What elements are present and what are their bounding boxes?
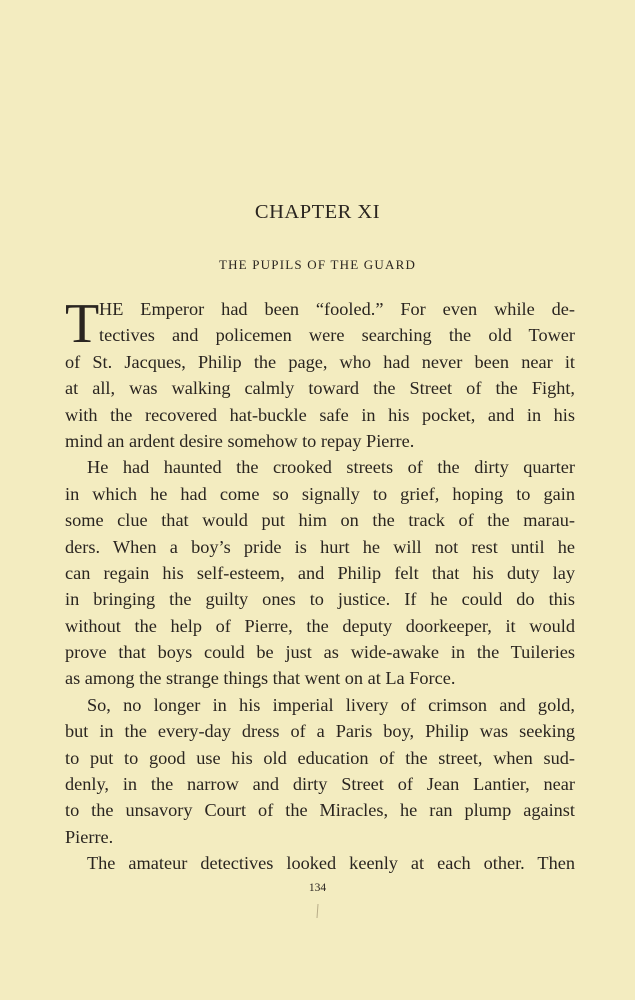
text-line: of St. Jacques, Philip the page, who had never been near it bbox=[65, 351, 575, 372]
text-line: denly, in the narrow and dirty Street of Jean Lantier, near bbox=[65, 774, 575, 795]
text-line: at all, was walking calmly toward the Street of the Fight, bbox=[65, 378, 575, 399]
text-line: ders. When a boy’s pride is hurt he will not rest until he bbox=[65, 536, 575, 557]
text-line: HE Emperor had been “fooled.” For even while de- bbox=[99, 299, 575, 319]
text-line: with the recovered hat-buckle safe in his pocket, and in his bbox=[65, 404, 575, 425]
text-line: to the unsavory Court of the Miracles, he ran plump against bbox=[65, 800, 575, 821]
text-line: Pierre. bbox=[65, 826, 114, 847]
text-line: to put to good use his old education of the street, when sud- bbox=[65, 747, 575, 768]
body-text bbox=[65, 293, 575, 877]
text-line: in bringing the guilty ones to justice. If he could do this bbox=[65, 589, 575, 610]
text-line: prove that boys could be just as wide-awake in the Tuileries bbox=[65, 642, 575, 663]
page-number: 134 bbox=[308, 882, 327, 894]
drop-cap: T bbox=[65, 293, 100, 355]
chapter-title: CHAPTER XI bbox=[254, 201, 381, 223]
text-line: can regain his self-esteem, and Philip felt that his duty lay bbox=[65, 562, 575, 583]
text-line: The amateur detectives looked keenly at each other. Then bbox=[87, 853, 575, 874]
ink-mark bbox=[316, 904, 319, 918]
text-line: mind an ardent desire somehow to repay Pierre. bbox=[65, 430, 415, 451]
text-line: without the help of Pierre, the deputy doorkeeper, it would bbox=[65, 615, 575, 636]
text-line: in which he had come so signally to grief, hoping to gain bbox=[65, 483, 575, 504]
text-line: tectives and policemen were searching the old Tower bbox=[99, 325, 575, 346]
text-line: some clue that would put him on the track of the marau- bbox=[65, 510, 575, 531]
chapter-subtitle: THE PUPILS OF THE GUARD bbox=[218, 257, 417, 272]
text-line: but in the every-day dress of a Paris boy, Philip was seeking bbox=[65, 721, 575, 742]
text-line: So, no longer in his imperial livery of crimson and gold, bbox=[87, 694, 575, 715]
text-line: He had haunted the crooked streets of the dirty quarter bbox=[87, 457, 575, 478]
text-line: as among the strange things that went on at La Force. bbox=[65, 668, 456, 689]
